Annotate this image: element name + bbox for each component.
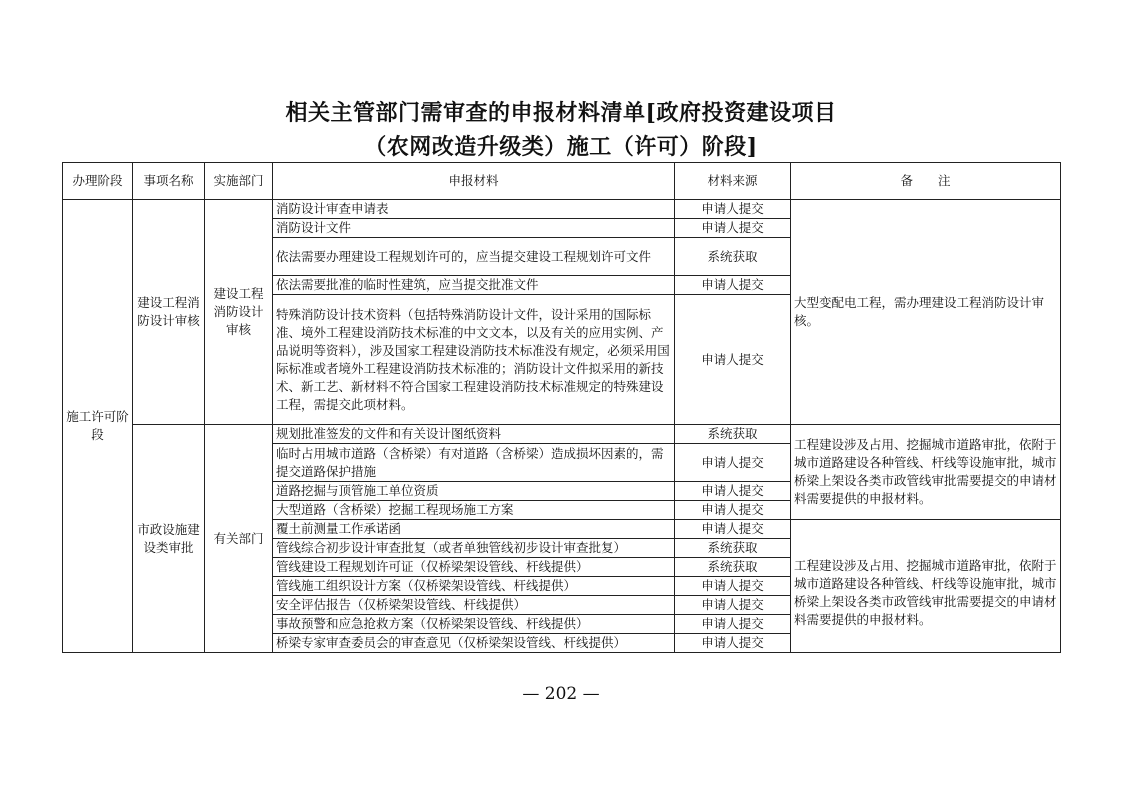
- material-cell: 管线综合初步设计审查批复（或者单独管线初步设计审查批复）: [273, 539, 675, 558]
- remarks-cell: 大型变配电工程，需办理建设工程消防设计审核。: [791, 200, 1061, 425]
- material-cell: 依法需要批准的临时性建筑，应当提交批准文件: [273, 276, 675, 295]
- remarks-cell: 工程建设涉及占用、挖掘城市道路审批，依附于城市道路建设各种管线、杆线等设施审批，城市桥梁上架设各类市政管线审批需要提交的申请材料需要提供的申报材料。: [791, 425, 1061, 520]
- header-materials: 申报材料: [273, 163, 675, 200]
- table-row: [63, 200, 1061, 219]
- material-cell: 消防设计审查申请表: [273, 200, 675, 219]
- material-cell: 道路挖掘与顶管施工单位资质: [273, 482, 675, 501]
- material-cell: 临时占用城市道路（含桥梁）有对道路（含桥梁）造成损坏因素的，需提交道路保护措施: [273, 444, 675, 482]
- material-cell: 规划批准签发的文件和有关设计图纸资料: [273, 425, 675, 444]
- source-cell: 申请人提交: [675, 577, 791, 596]
- source-cell: 系统获取: [675, 238, 791, 276]
- source-cell: 申请人提交: [675, 276, 791, 295]
- material-cell: 大型道路（含桥梁）挖掘工程现场施工方案: [273, 501, 675, 520]
- source-cell: 申请人提交: [675, 200, 791, 219]
- page-number: — 202 —: [522, 684, 600, 704]
- source-cell: 申请人提交: [675, 219, 791, 238]
- material-cell: 管线施工组织设计方案（仅桥梁架设管线、杆线提供）: [273, 577, 675, 596]
- header-item-name: 事项名称: [133, 163, 205, 200]
- source-cell: 系统获取: [675, 425, 791, 444]
- source-cell: 申请人提交: [675, 501, 791, 520]
- source-cell: 申请人提交: [675, 482, 791, 501]
- item-name-cell: 建设工程消防设计审核: [133, 200, 205, 425]
- source-cell: 系统获取: [675, 539, 791, 558]
- material-cell: 安全评估报告（仅桥梁架设管线、杆线提供）: [273, 596, 675, 615]
- material-cell: 桥梁专家审查委员会的审查意见（仅桥梁架设管线、杆线提供）: [273, 634, 675, 653]
- stage-cell: 施工许可阶段: [63, 200, 133, 653]
- source-cell: 系统获取: [675, 558, 791, 577]
- department-cell: 有关部门: [205, 425, 273, 653]
- source-cell: 申请人提交: [675, 596, 791, 615]
- source-cell: 申请人提交: [675, 520, 791, 539]
- material-cell: 依法需要办理建设工程规划许可的，应当提交建设工程规划许可文件: [273, 238, 675, 276]
- header-department: 实施部门: [205, 163, 273, 200]
- material-cell: 特殊消防设计技术资料（包括特殊消防设计文件，设计采用的国际标准、境外工程建设消防技术标准的中文文本，以及有关的应用实例、产品说明等资料），涉及国家工程建设消防技术标准没有规定，必须采用国际标准或者境外工程建设消防技术标准的；消防设计文件拟采用的新技术、新工艺、新材料不符合国家工程建设消防技术标准规定的特殊建设工程，需提交此项材料。: [273, 295, 675, 425]
- material-cell: 事故预警和应急抢救方案（仅桥梁架设管线、杆线提供）: [273, 615, 675, 634]
- department-cell: 建设工程消防设计审核: [205, 200, 273, 425]
- header-stage: 办理阶段: [63, 163, 133, 200]
- materials-table: [62, 162, 1061, 653]
- remarks-cell: 工程建设涉及占用、挖掘城市道路审批，依附于城市道路建设各种管线、杆线等设施审批，城市桥梁上架设各类市政管线审批需要提交的申请材料需要提供的申报材料。: [791, 520, 1061, 653]
- document-title-line-1: 相关主管部门需审查的申报材料清单[政府投资建设项目: [285, 100, 837, 126]
- source-cell: 申请人提交: [675, 444, 791, 482]
- source-cell: 申请人提交: [675, 295, 791, 425]
- material-cell: 管线建设工程规划许可证（仅桥梁架设管线、杆线提供）: [273, 558, 675, 577]
- table-header-row: [63, 163, 1061, 200]
- source-cell: 申请人提交: [675, 634, 791, 653]
- material-cell: 消防设计文件: [273, 219, 675, 238]
- header-remarks: 备 注: [791, 163, 1061, 200]
- document-title-line-2: （农网改造升级类）施工（许可）阶段]: [364, 134, 758, 160]
- header-source: 材料来源: [675, 163, 791, 200]
- table-row: [63, 425, 1061, 444]
- item-name-cell: 市政设施建设类审批: [133, 425, 205, 653]
- source-cell: 申请人提交: [675, 615, 791, 634]
- material-cell: 覆土前测量工作承诺函: [273, 520, 675, 539]
